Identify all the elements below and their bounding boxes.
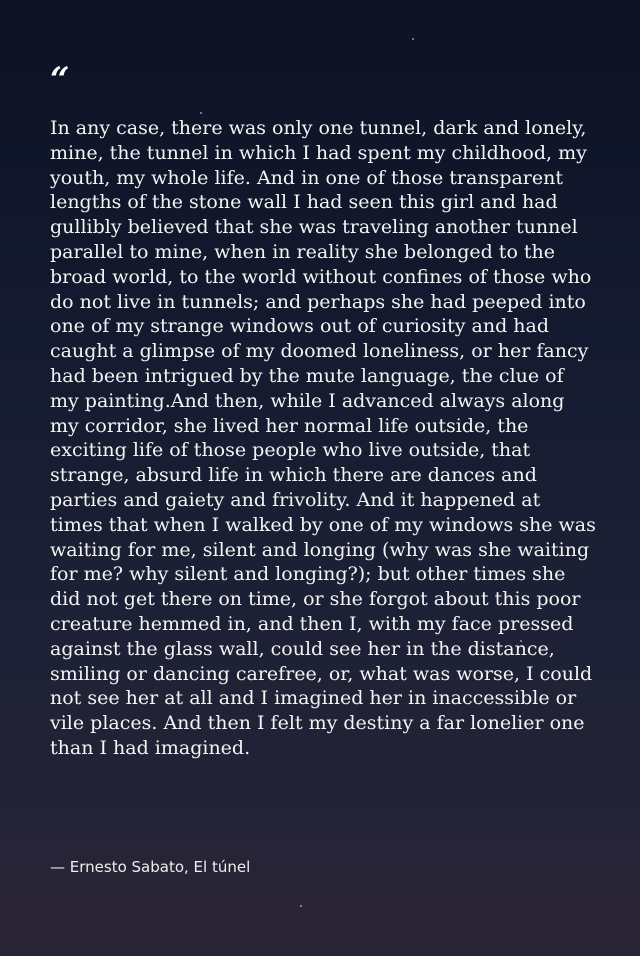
quote-text: In any case, there was only one tunnel, dark and lonely, mine, the tunnel in which I had spent my childhood, my youth, my whole life. And in one of those transparent lengths of the stone wall I had seen this girl and had gullibly believed that she was traveling another tunnel parallel to mine, when in reality she belonged to the broad world, to the world without confines of those who do not live in tunnels; and perhaps she had peeped into one of my strange windows out of curiosity and had caught a glimpse of my doomed loneliness, or her fancy had been intrigued by the mute language, the clue of my painting.And then, while I advanced always along my corridor, she lived her normal life outside, the exciting life of those people who live outside, that strange, absurd life in which there are dances and parties and gaiety and frivolity. And it happened at times that when I walked by one of my windows she was waiting for me, silent and longing (why was she waiting for me? why silent and longing?); but other times she did not get there on time, or she forgot about this poor creature hemmed in, and then I, with my face pressed against the glass wall, could see her in the distance, smiling or dancing carefree, or, what was worse, I could not see her at all and I imagined her in inaccessible or vile places. And then I felt my destiny a far lonelier one than I had imagined. (50, 117, 596, 759)
star (412, 38, 414, 40)
quotation-mark-icon: “ (50, 60, 70, 100)
star (200, 112, 202, 114)
star (300, 905, 302, 907)
quote-attribution: — Ernesto Sabato, El túnel (50, 858, 251, 876)
